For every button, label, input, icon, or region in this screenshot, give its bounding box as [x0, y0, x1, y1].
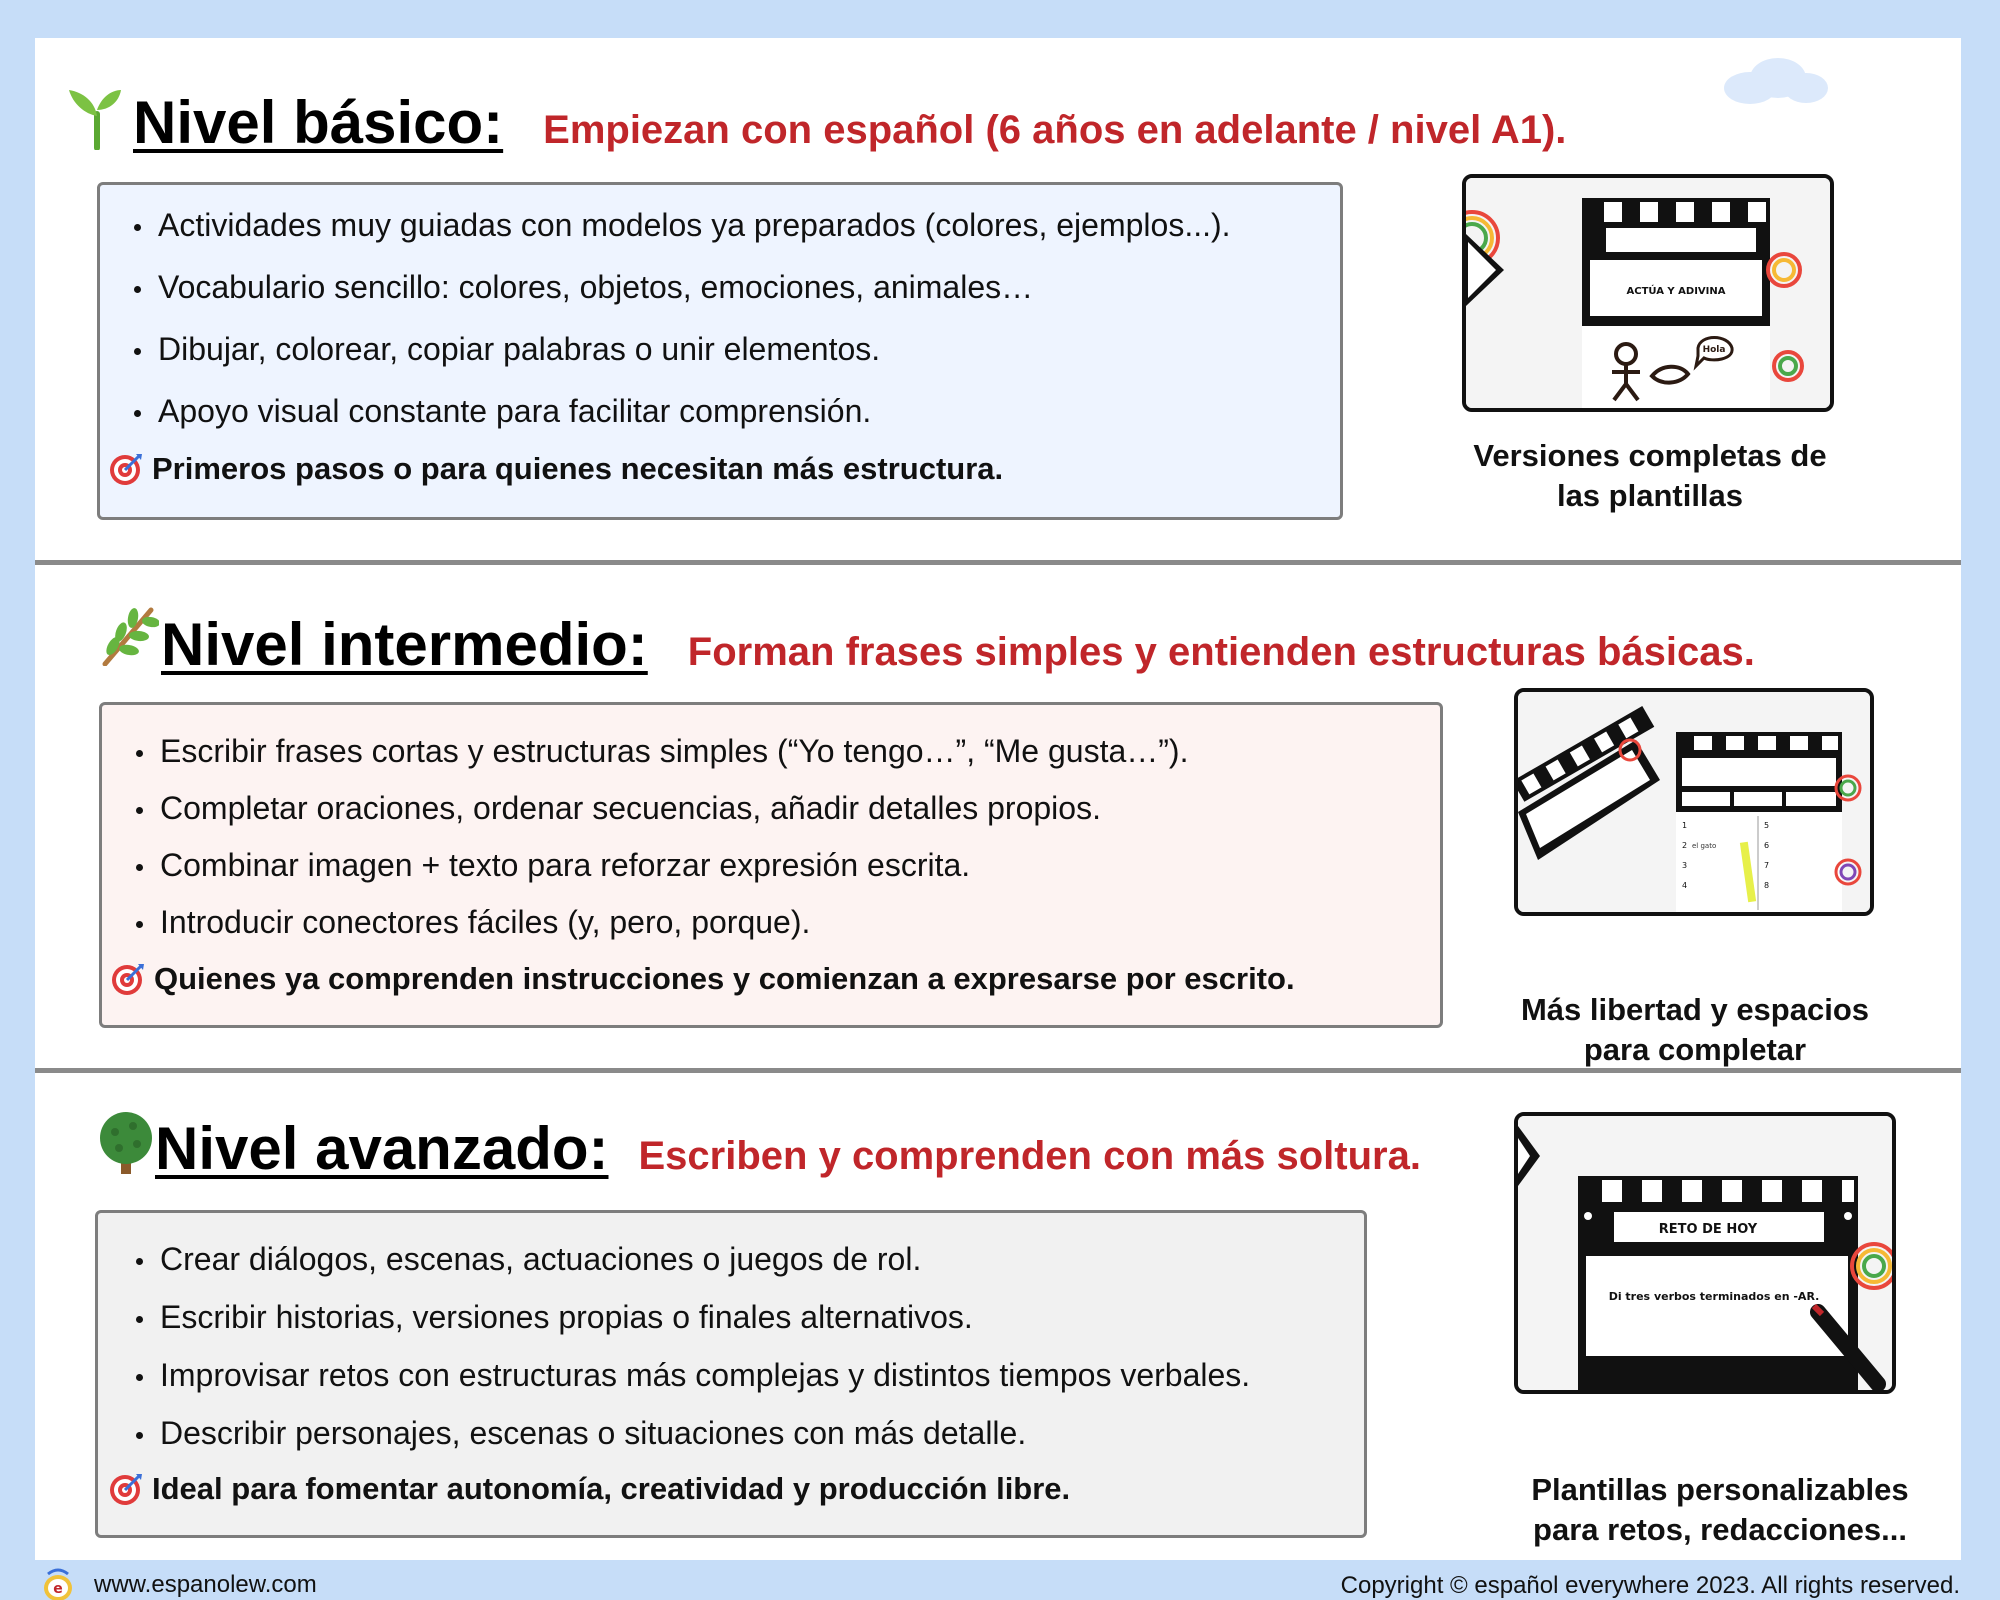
caption-line: Versiones completas de [1473, 438, 1827, 473]
photo-label: el gato [1692, 842, 1717, 850]
caption-line: Más libertad y espacios [1520, 992, 1870, 1027]
svg-text:e: e [53, 1581, 63, 1597]
photo-caption [1500, 1470, 1940, 1550]
caption-line: para completar [1583, 1032, 1807, 1067]
level-heading [155, 1114, 1421, 1183]
row-number: 1 [1682, 821, 1688, 830]
footer-copyright: Copyright © español everywhere 2023. All rights reserved. [1340, 1572, 1960, 1599]
list-item: Vocabulario sencillo: colores, objetos, emociones, animales… [100, 271, 1231, 303]
row-number: 8 [1764, 881, 1770, 890]
list-item: Escribir frases cortas y estructuras simples (“Yo tengo…”, “Me gusta…”). [102, 735, 1188, 767]
worksheet-sheet [35, 38, 1961, 1560]
row-number: 7 [1764, 861, 1770, 870]
list-item: Crear diálogos, escenas, actuaciones o juegos de rol. [102, 1243, 1250, 1275]
list-item: Apoyo visual constante para facilitar comprensión. [100, 395, 1231, 427]
row-number: 2 [1682, 841, 1688, 850]
photo-label: RETO DE HOY [1658, 1222, 1758, 1237]
level-title: Nivel básico: [133, 89, 504, 156]
activities-box [95, 1210, 1367, 1538]
photo-label: Di tres verbos terminados en -AR. [1608, 1290, 1820, 1303]
goal-text: Ideal para fomentar autonomía, creatividad y producción libre. [152, 1471, 1071, 1506]
caption-line: las plantillas [1556, 478, 1744, 513]
list-item: Escribir historias, versiones propias o finales alternativos. [102, 1301, 1250, 1333]
footer-website [40, 1568, 317, 1600]
list-item: Describir personajes, escenas o situaciones con más detalle. [102, 1417, 1250, 1449]
herb-icon [99, 606, 159, 666]
clapperboard-illustration [1518, 692, 1870, 912]
level-subtitle: Escriben y comprenden con más soltura. [638, 1134, 1421, 1178]
tree-icon [95, 1110, 157, 1176]
list-item: Introducir conectores fáciles (y, pero, porque). [102, 906, 1188, 938]
template-photo [1514, 1112, 1896, 1394]
row-number: 4 [1682, 881, 1688, 890]
photo-caption [1485, 990, 1905, 1070]
photo-caption [1435, 436, 1865, 516]
row-number: 3 [1682, 861, 1688, 870]
section-advanced-level [35, 1070, 1961, 1560]
website-link[interactable]: www.espanolew.com [94, 1571, 317, 1598]
activities-list [102, 735, 1188, 938]
goal-line [108, 1471, 1070, 1507]
list-item: Combinar imagen + texto para reforzar expresión escrita. [102, 849, 1188, 881]
activities-box [99, 702, 1443, 1028]
list-item: Dibujar, colorear, copiar palabras o unir elementos. [100, 333, 1231, 365]
activities-list [102, 1243, 1250, 1449]
goal-text: Quienes ya comprenden instrucciones y comienzan a expresarse por escrito. [154, 961, 1295, 996]
clapperboard-illustration [1518, 1116, 1892, 1390]
template-photo [1514, 688, 1874, 916]
activities-list [100, 209, 1231, 427]
level-title: Nivel intermedio: [161, 611, 648, 678]
level-heading [133, 88, 1566, 157]
clapperboard-illustration [1466, 178, 1830, 408]
level-subtitle: Forman frases simples y entienden estructuras básicas. [687, 630, 1755, 674]
level-heading [161, 610, 1755, 679]
target-icon [108, 1471, 144, 1507]
goal-line [110, 961, 1295, 997]
goal-text: Primeros pasos o para quienes necesitan más estructura. [152, 451, 1004, 486]
list-item: Completar oraciones, ordenar secuencias, añadir detalles propios. [102, 792, 1188, 824]
section-divider [35, 560, 1961, 565]
photo-bubble-text: Hola [1702, 345, 1726, 355]
photo-label: ACTÚA Y ADIVINA [1626, 286, 1726, 297]
level-subtitle: Empiezan con español (6 años en adelante / nivel A1). [543, 108, 1567, 152]
section-intermediate-level [35, 566, 1961, 1067]
row-number: 6 [1764, 841, 1770, 850]
target-icon [108, 451, 144, 487]
caption-line: para retos, redacciones... [1533, 1512, 1907, 1547]
goal-line [108, 451, 1003, 487]
caption-line: Plantillas personalizables [1531, 1472, 1909, 1507]
section-basic-level [35, 38, 1961, 560]
list-item: Improvisar retos con estructuras más complejas y distintos tiempos verbales. [102, 1359, 1250, 1391]
target-icon [110, 961, 146, 997]
seedling-icon [67, 84, 123, 150]
activities-box [97, 182, 1343, 520]
row-number: 5 [1764, 821, 1770, 830]
list-item: Actividades muy guiadas con modelos ya preparados (colores, ejemplos...). [100, 209, 1231, 241]
espanol-everywhere-logo-icon [40, 1568, 76, 1600]
level-title: Nivel avanzado: [155, 1115, 609, 1182]
template-photo [1462, 174, 1834, 412]
